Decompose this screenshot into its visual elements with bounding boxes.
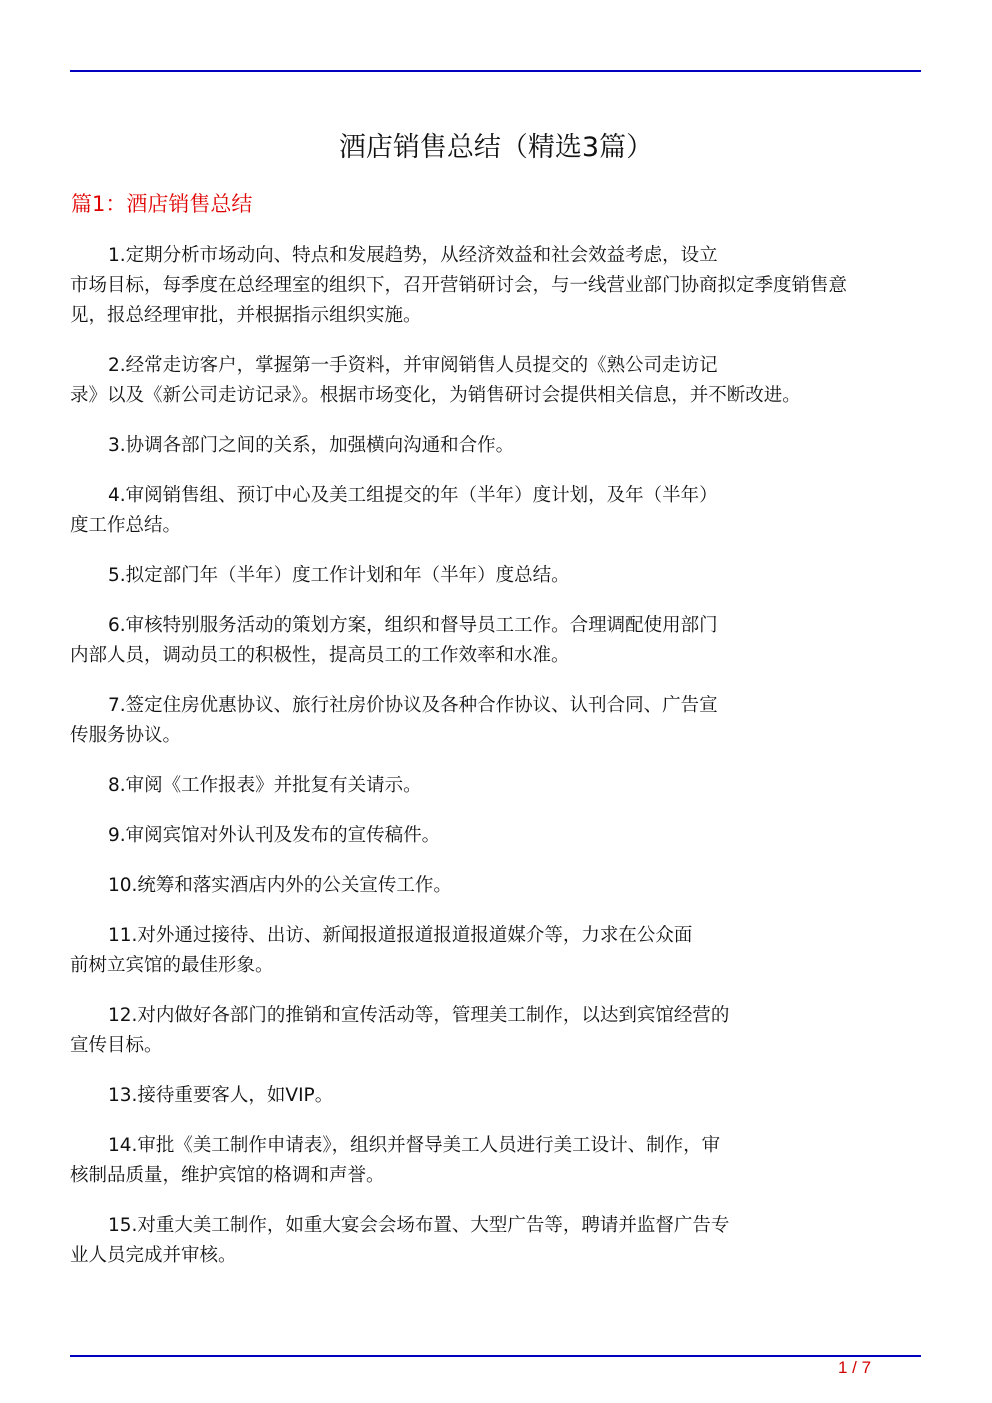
paragraph — [70, 481, 930, 541]
paragraph — [70, 611, 930, 671]
paragraph — [70, 1001, 930, 1061]
paragraph-line: 核制品质量，维护宾馆的格调和声誉。 — [70, 1165, 385, 1186]
paragraph — [70, 431, 930, 461]
paragraph — [70, 1131, 930, 1191]
page-number: 1 / 7 — [838, 1358, 872, 1377]
paragraph-line: 15.对重大美工制作，如重大宴会会场布置、大型广告等，聘请并监督广告专 — [108, 1215, 730, 1236]
paragraph-line: 市场目标，每季度在总经理室的组织下，召开营销研讨会，与一线营业部门协商拟定季度销售意 — [70, 275, 848, 296]
section-heading: 篇1：酒店销售总结 — [71, 192, 253, 216]
paragraph-line: 6.审核特别服务活动的策划方案，组织和督导员工工作。合理调配使用部门 — [108, 615, 718, 636]
paragraph-line: 13.接待重要客人，如VIP。 — [108, 1085, 334, 1106]
paragraph-line: 7.签定住房优惠协议、旅行社房价协议及各种合作协议、认刊合同、广告宣 — [108, 695, 718, 716]
paragraph-line: 宣传目标。 — [70, 1035, 163, 1056]
paragraph-line: 11.对外通过接待、出访、新闻报道报道报道报道媒介等，力求在公众面 — [108, 925, 693, 946]
paragraph — [70, 1211, 930, 1271]
document-body — [70, 241, 930, 1291]
paragraph-line: 10.统筹和落实酒店内外的公关宣传工作。 — [108, 875, 452, 896]
paragraph — [70, 821, 930, 851]
paragraph-line: 业人员完成并审核。 — [70, 1245, 237, 1266]
paragraph-line: 3.协调各部门之间的关系，加强横向沟通和合作。 — [108, 435, 515, 456]
paragraph-line: 1.定期分析市场动向、特点和发展趋势，从经济效益和社会效益考虑，设立 — [108, 245, 718, 266]
paragraph — [70, 561, 930, 591]
paragraph — [70, 691, 930, 751]
paragraph — [70, 771, 930, 801]
paragraph-line: 度工作总结。 — [70, 515, 182, 536]
paragraph-line: 12.对内做好各部门的推销和宣传活动等，管理美工制作，以达到宾馆经营的 — [108, 1005, 730, 1026]
paragraph-line: 录》以及《新公司走访记录》。根据市场变化，为销售研讨会提供相关信息，并不断改进。 — [70, 385, 801, 406]
paragraph-line: 见，报总经理审批，并根据指示组织实施。 — [70, 305, 422, 326]
footer-rule — [70, 1355, 921, 1357]
paragraph-line: 9.审阅宾馆对外认刊及发布的宣传稿件。 — [108, 825, 441, 846]
paragraph-line: 8.审阅《工作报表》并批复有关请示。 — [108, 775, 422, 796]
paragraph-line: 5.拟定部门年（半年）度工作计划和年（半年）度总结。 — [108, 565, 570, 586]
paragraph — [70, 351, 930, 411]
paragraph — [70, 871, 930, 901]
paragraph-line: 传服务协议。 — [70, 725, 182, 746]
header-rule — [70, 70, 921, 72]
paragraph — [70, 921, 930, 981]
paragraph-line: 前树立宾馆的最佳形象。 — [70, 955, 274, 976]
paragraph-line: 2.经常走访客户，掌握第一手资料，并审阅销售人员提交的《熟公司走访记 — [108, 355, 718, 376]
document-title: 酒店销售总结（精选3篇） — [338, 132, 654, 163]
paragraph — [70, 241, 930, 331]
paragraph-line: 14.审批《美工制作申请表》，组织并督导美工人员进行美工设计、制作，审 — [108, 1135, 721, 1156]
paragraph-line: 4.审阅销售组、预订中心及美工组提交的年（半年）度计划，及年（半年） — [108, 485, 718, 506]
paragraph — [70, 1081, 930, 1111]
paragraph-line: 内部人员，调动员工的积极性，提高员工的工作效率和水准。 — [70, 645, 570, 666]
